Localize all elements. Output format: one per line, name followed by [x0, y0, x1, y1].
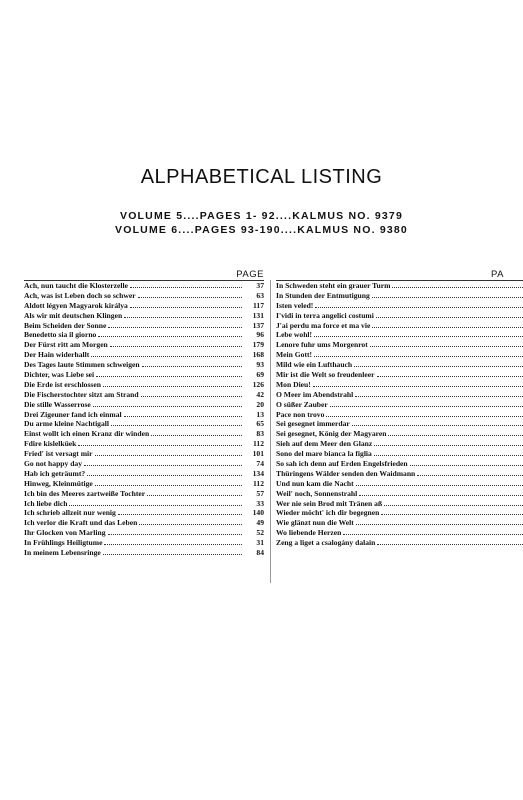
entry-title: Und nun kam die Nacht [276, 478, 354, 488]
entry-title: Sono del mare bianca la figlia [276, 449, 372, 459]
dot-leader [352, 419, 523, 426]
entry-title: Hab ich geträumt? [24, 468, 86, 478]
dot-leader [147, 489, 242, 496]
entry-title: Dichter, was Liebe sei [24, 370, 95, 380]
index-entry [24, 410, 264, 420]
entry-title: Ach, nun taucht die Klosterzelle [24, 281, 128, 290]
entry-title: Wer nie sein Brod mit Tränen aß [276, 498, 383, 508]
dot-leader [118, 508, 242, 515]
entry-page-number: 52 [256, 528, 264, 538]
index-entry [24, 390, 264, 400]
page-column-label: PA [491, 269, 504, 280]
dot-leader [110, 340, 242, 347]
index-entry [24, 459, 264, 469]
dot-leader [374, 449, 523, 456]
entry-title: Weil' noch, Sonnenstrahl [276, 488, 358, 498]
index-entry [24, 469, 264, 479]
dot-leader [124, 311, 242, 318]
left-page-header [24, 269, 264, 280]
entry-title: In Schweden steht ein grauer Turm [276, 281, 391, 290]
dot-leader [104, 538, 242, 545]
dot-leader [388, 429, 523, 436]
index-entry [24, 538, 264, 548]
entry-title: Mild wie ein Lufthauch [276, 360, 353, 370]
entry-page-number: 131 [252, 310, 264, 320]
index-entry [24, 291, 264, 301]
dot-leader [356, 479, 523, 486]
dot-leader [139, 518, 242, 525]
index-entry [276, 330, 523, 340]
index-entry [276, 410, 523, 420]
dot-leader [315, 301, 523, 308]
dot-leader [124, 410, 242, 417]
entry-title: Die Fischerstochter sitzt am Strand [24, 389, 139, 399]
dot-leader [103, 380, 242, 387]
dot-leader [93, 400, 242, 407]
entry-page-number: 137 [252, 320, 264, 330]
index-entry [24, 499, 264, 509]
dot-leader [381, 508, 523, 515]
index-entry [24, 489, 264, 499]
entry-title: O süßer Zauber [276, 399, 328, 409]
entry-page-number: 37 [256, 281, 264, 290]
dot-leader [69, 499, 242, 506]
entry-page-number: 69 [256, 370, 264, 380]
index-entry [24, 449, 264, 459]
entry-title: In Stunden der Entmutigung [276, 290, 370, 300]
dot-leader [111, 419, 242, 426]
entry-title: J'ai perdu ma force et ma vie [276, 320, 371, 330]
index-entry [276, 360, 523, 370]
entry-page-number: 31 [256, 538, 264, 548]
index-entry [276, 429, 523, 439]
entry-page-number: 65 [256, 419, 264, 429]
index-entry [276, 489, 523, 499]
dot-leader [98, 330, 242, 337]
dot-leader [91, 350, 242, 357]
index-entry [24, 360, 264, 370]
dot-leader [96, 370, 242, 377]
index-entry [24, 281, 264, 291]
dot-leader [377, 538, 523, 545]
dot-leader [141, 390, 242, 397]
dot-leader [372, 291, 523, 298]
volume-line-5: VOLUME 5....PAGES 1- 92....KALMUS NO. 9379 [119, 210, 403, 222]
index-entry [276, 390, 523, 400]
index-entry [276, 321, 523, 331]
dot-leader [326, 410, 523, 417]
entry-title: Ach, was ist Leben doch so schwer [24, 290, 136, 300]
entry-page-number: 134 [252, 468, 264, 478]
index-entry [276, 518, 523, 528]
index-entry [276, 459, 523, 469]
entry-title: Go not happy day [24, 459, 83, 469]
right-page-header [276, 269, 523, 280]
entry-title: So sah ich denn auf Erden Engelsfrieden [276, 459, 408, 469]
dot-leader [417, 469, 523, 476]
dot-leader [359, 489, 523, 496]
entry-title: Mir ist die Welt so freudenleer [276, 370, 375, 380]
dot-leader [384, 499, 523, 506]
index-entry [276, 340, 523, 350]
dot-leader [84, 459, 242, 466]
dot-leader [142, 360, 242, 367]
entry-title: Thüringens Wälder senden den Waidmann [276, 468, 416, 478]
entry-title: Wo liebende Herzen [276, 528, 342, 538]
entry-page-number: 83 [256, 429, 264, 439]
index-entry [276, 370, 523, 380]
index-entry [24, 350, 264, 360]
entry-page-number: 112 [253, 478, 264, 488]
index-entry [276, 479, 523, 489]
entry-page-number: 140 [252, 508, 264, 518]
index-entry [276, 508, 523, 518]
entry-title: Ich liebe dich [24, 498, 68, 508]
entry-title: I'vidi in terra angelici costumi [276, 310, 374, 320]
entry-title: Als wir mit deutschen Klingen [24, 310, 123, 320]
entry-page-number: 49 [256, 518, 264, 528]
index-entry [24, 439, 264, 449]
index-entry [276, 291, 523, 301]
entry-page-number: 57 [256, 488, 264, 498]
dot-leader [343, 528, 523, 535]
index-entry [24, 518, 264, 528]
dot-leader [356, 518, 523, 525]
entry-title: Ich schrieb allzeit nur wenig [24, 508, 116, 518]
entry-title: Wie glänzt nun die Welt [276, 518, 354, 528]
entry-title: Fdire kislelküek [24, 439, 77, 449]
entry-title: Zeng a liget a csalogány dalain [276, 538, 376, 548]
dot-leader [313, 380, 523, 387]
entry-title: Beim Scheiden der Sonne [24, 320, 107, 330]
index-entry [24, 370, 264, 380]
entry-title: Die stille Wasserrose [24, 399, 91, 409]
entry-title: Wieder möcht' ich dir begegnen [276, 508, 380, 518]
entry-title: In meinem Lebensringe [24, 548, 101, 558]
entry-page-number: 84 [256, 548, 264, 558]
entry-page-number: 101 [252, 449, 264, 459]
dot-leader [330, 400, 523, 407]
dot-leader [78, 439, 242, 446]
dot-leader [410, 459, 523, 466]
entry-title: Pace non trovo [276, 409, 325, 419]
index-entry [24, 528, 264, 538]
index-entry [276, 449, 523, 459]
dot-leader [354, 360, 523, 367]
index-entry [276, 469, 523, 479]
entry-title: Mon Dieu! [276, 379, 311, 389]
dot-leader [314, 350, 523, 357]
dot-leader [108, 321, 242, 328]
dot-leader [376, 311, 523, 318]
entry-page-number: 20 [256, 399, 264, 409]
index-entry [24, 330, 264, 340]
index-entry [24, 429, 264, 439]
index-entry [276, 380, 523, 390]
entry-title: Ich verlor die Kraft und das Leben [24, 518, 138, 528]
entry-title: Ihr Glocken von Marling [24, 528, 106, 538]
index-entry [24, 419, 264, 429]
dot-leader [314, 330, 523, 337]
entry-title: Lenore fuhr ums Morgenrot [276, 340, 368, 350]
dot-leader [95, 479, 242, 486]
entry-title: Einst wollt ich einen Kranz dir winden [24, 429, 150, 439]
entry-title: Ich bin des Meeres zartweiße Tochter [24, 488, 146, 498]
right-column [276, 269, 523, 548]
index-entry [276, 528, 523, 538]
entry-page-number: 93 [256, 360, 264, 370]
entry-page-number: 33 [256, 498, 264, 508]
dot-leader [372, 321, 523, 328]
entry-title: Benedetto sia il giorno [24, 330, 97, 340]
index-entry [276, 281, 523, 291]
entry-page-number: 96 [256, 330, 264, 340]
dot-leader [138, 291, 242, 298]
index-entry [276, 350, 523, 360]
dot-leader [87, 469, 242, 476]
entry-title: Des Tages laute Stimmen schweigen [24, 360, 140, 370]
entry-page-number: 63 [256, 290, 264, 300]
entry-page-number: 117 [253, 300, 264, 310]
entry-page-number: 13 [256, 409, 264, 419]
dot-leader [355, 390, 523, 397]
index-entry [24, 380, 264, 390]
entry-title: O Meer im Abendstrahl [276, 389, 354, 399]
entry-page-number: 112 [253, 439, 264, 449]
entry-title: Drei Zigeuner fand ich einmal [24, 409, 122, 419]
index-entry [24, 301, 264, 311]
dot-leader [130, 301, 242, 308]
index-entry [276, 538, 523, 548]
index-entry [24, 479, 264, 489]
dot-leader [108, 528, 243, 535]
entry-page-number: 42 [256, 389, 264, 399]
index-entry [24, 311, 264, 321]
dot-leader [374, 439, 523, 446]
index-entry [276, 439, 523, 449]
entry-title: Lebe wohl! [276, 330, 313, 340]
entry-title: Fried' ist versagt mir [24, 449, 93, 459]
page-column-label: PAGE [236, 269, 264, 280]
dot-leader [392, 281, 523, 288]
index-entry [24, 321, 264, 331]
column-divider [270, 280, 271, 583]
entry-page-number: 74 [256, 459, 264, 469]
entry-title: Sei gesegnet immerdar [276, 419, 350, 429]
entry-title: Du arme kleine Nachtigall [24, 419, 109, 429]
page-title: ALPHABETICAL LISTING [140, 166, 383, 188]
entry-title: Sieh auf dem Meer den Glanz [276, 439, 373, 449]
entry-title: In Frühlings Heiligtume [24, 538, 103, 548]
dot-leader [130, 281, 242, 288]
dot-leader [95, 449, 242, 456]
entry-title: Mein Gott! [276, 350, 313, 360]
entry-title: Der Fürst ritt am Morgen [24, 340, 108, 350]
dot-leader [103, 548, 242, 555]
dot-leader [151, 429, 242, 436]
entry-title: Der Hain widerhallt [24, 350, 90, 360]
index-entry [276, 419, 523, 429]
index-entry [276, 311, 523, 321]
index-entry [24, 340, 264, 350]
index-entry [276, 400, 523, 410]
index-entry [276, 499, 523, 509]
entry-page-number: 126 [252, 379, 264, 389]
dot-leader [377, 370, 523, 377]
entry-title: Aldott légyen Magyarok királya [24, 300, 128, 310]
dot-leader [370, 340, 523, 347]
index-entry [24, 548, 264, 558]
volume-line-6: VOLUME 6....PAGES 93-190....KALMUS NO. 9380 [115, 224, 408, 236]
entry-page-number: 168 [252, 350, 264, 360]
entry-page-number: 179 [252, 340, 264, 350]
entry-title: Hinweg, Kleinmütige [24, 478, 93, 488]
entry-title: Sei gesegnet, König der Magyaren [276, 429, 387, 439]
entry-title: Isten veled! [276, 300, 314, 310]
index-entry [24, 508, 264, 518]
left-column [24, 269, 264, 558]
entry-title: Die Erde ist erschlossen [24, 379, 101, 389]
left-entry-list [24, 281, 264, 558]
index-entry [276, 301, 523, 311]
index-entry [24, 400, 264, 410]
right-entry-list [276, 281, 523, 548]
